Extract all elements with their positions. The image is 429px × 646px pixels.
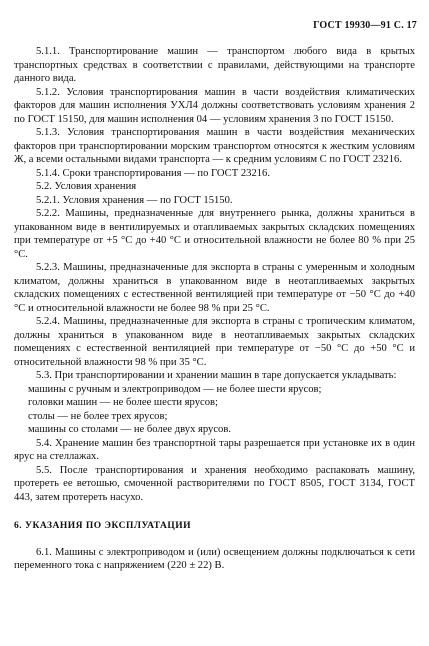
- paragraph-5-1-2: 5.1.2. Условия транспортирования машин в части воздействия климатических факторов для машин исполнения УХЛ4 должны соответствовать условиям хранения 2 по ГОСТ 15150, для машин исполнения 04 — условиям хранения 3 по ГОСТ 15150.: [14, 86, 415, 125]
- list-item: столы — не более трех ярусов;: [28, 410, 168, 422]
- paragraph-5-1-4: 5.1.4. Сроки транспортирования — по ГОСТ 23216.: [36, 167, 270, 179]
- page-header: ГОСТ 19930—91 С. 17: [313, 20, 417, 31]
- paragraph-5-5: 5.5. После транспортирования и хранения необходимо распаковать машину, протереть ее ветошью, смоченной растворителями по ГОСТ 8505, ГОСТ 3134, ГОСТ 443, затем протереть насухо.: [14, 464, 415, 503]
- paragraph-5-4: 5.4. Хранение машин без транспортной тары разрешается при установке их в один ярус на стеллажах.: [14, 437, 415, 462]
- list-item: машины с ручным и электроприводом — не более шести ярусов;: [28, 383, 322, 395]
- list-item: машины со столами — не более двух ярусов.: [28, 424, 231, 435]
- paragraph-5-2: 5.2. Условия хранения: [36, 181, 137, 192]
- paragraph-5-2-1: 5.2.1. Условия хранения — по ГОСТ 15150.: [36, 194, 233, 206]
- paragraph-5-3: 5.3. При транспортировании и хранении машин в таре допускается укладывать:: [36, 370, 397, 381]
- paragraph-5-2-3: 5.2.3. Машины, предназначенные для экспорта в страны с умеренным и холодным климатом, должны храниться в упакованном виде в неотапливаемых закрытых складских помещениях с естественной вентиляцией при температуре от −50 °С до +40 °С и относительной влажности не более 98 % при 25 °С.: [14, 262, 415, 314]
- paragraph-5-2-2: 5.2.2. Машины, предназначенные для внутреннего рынка, должны храниться в упакованном виде в вентилируемых и отапливаемых закрытых складских помещениях при температуре от +5 °С до +40 °С и относительной влажности не более 80 % при 25 °С.: [14, 208, 415, 260]
- list-item: головки машин — не более шести ярусов;: [28, 397, 218, 408]
- section-title: 6. УКАЗАНИЯ ПО ЭКСПЛУАТАЦИИ: [14, 521, 192, 531]
- paragraph-5-1-3: 5.1.3. Условия транспортирования машин в части воздействия механических факторов при транспортировании морским транспортом относятся к жестким условиям Ж, а всеми остальными видами транспорта — к средним условиям С по ГОСТ 23216.: [14, 127, 415, 165]
- document-body: [14, 45, 415, 573]
- paragraph-5-2-4: 5.2.4. Машины, предназначенные для экспорта в страны с тропическим климатом, должны храниться в упакованном виде в неотапливаемых закрытых складских помещениях с естественной вентиляцией при температуре от −50 °С до +50 °С и относительной влажности 98 % при 35 °С.: [14, 316, 415, 368]
- paragraph-5-1-1: 5.1.1. Транспортирование машин — транспортом любого вида в крытых транспортных средствах в соответствии с правилами, действующими на транспорте данного вида.: [14, 46, 415, 84]
- paragraph-6-1: 6.1. Машины с электроприводом и (или) освещением должны подключаться к сети переменного тока с напряжением (220 ± 22) В.: [14, 546, 415, 571]
